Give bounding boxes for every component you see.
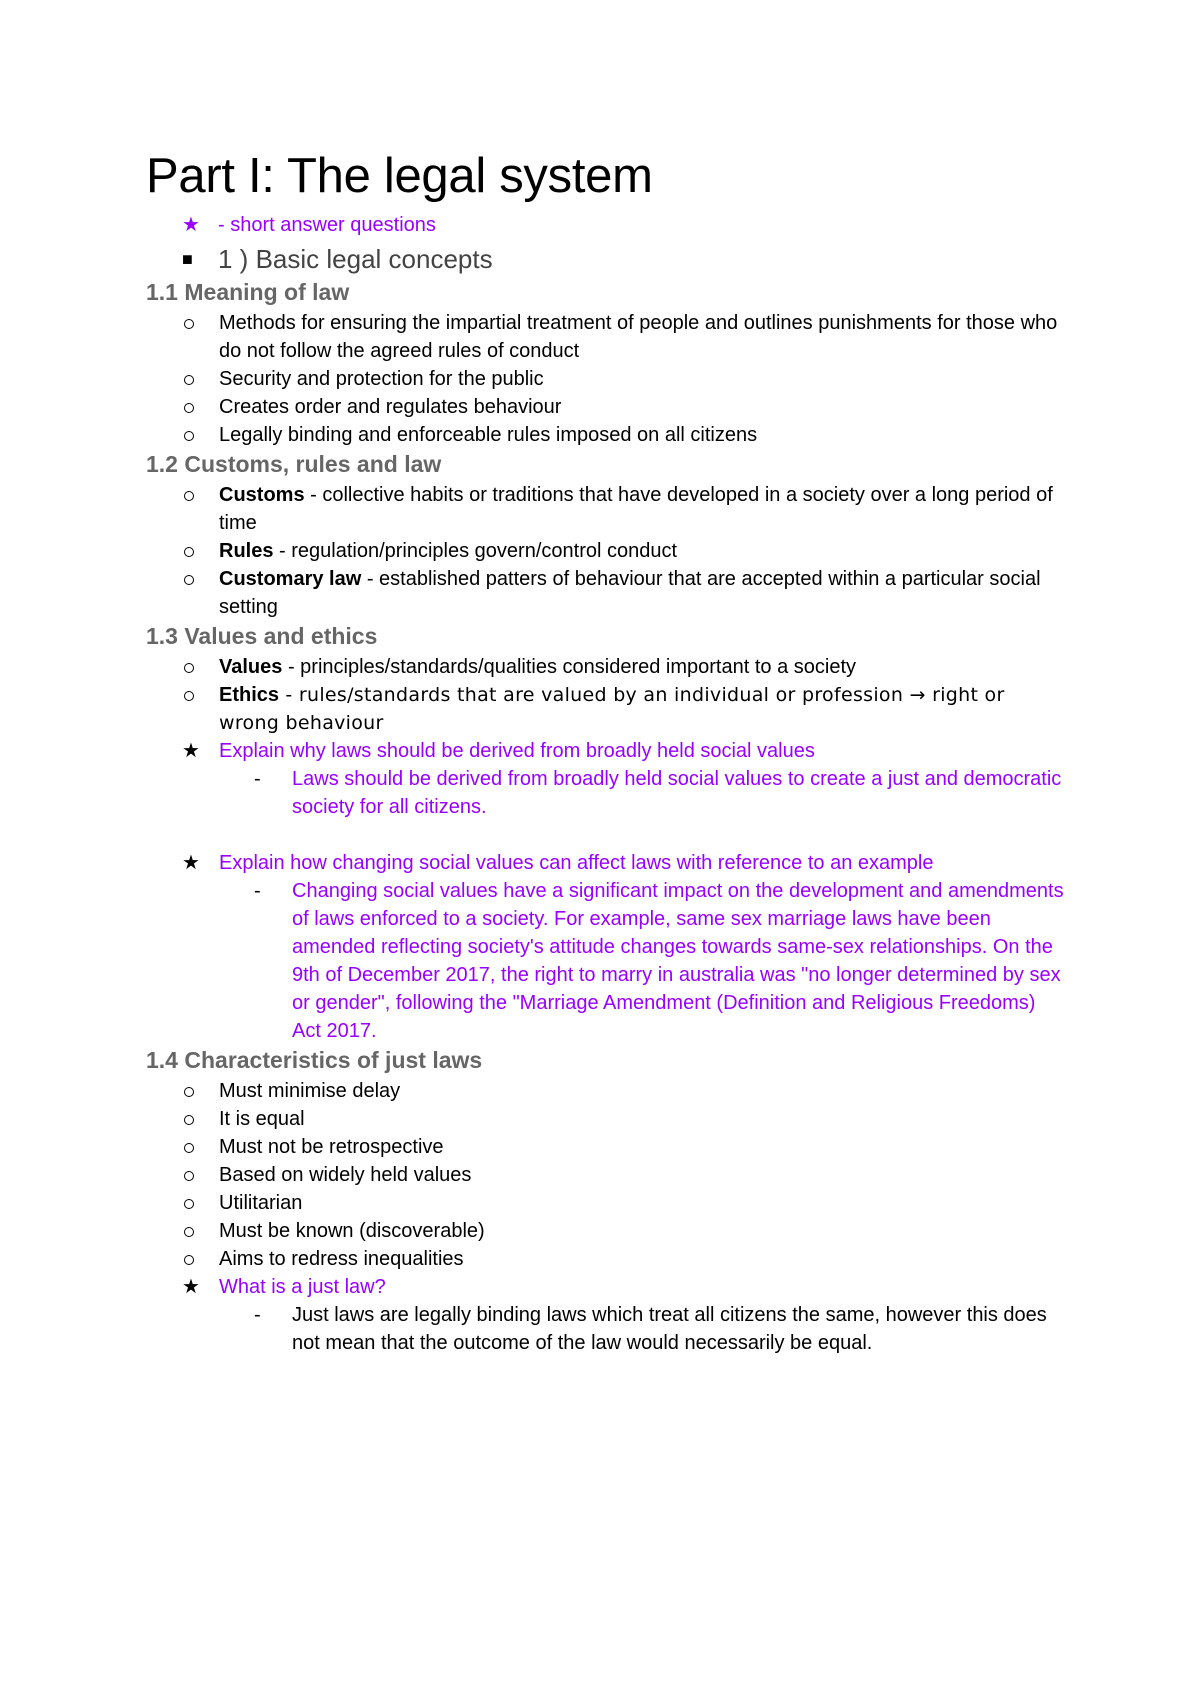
list-item-text: Security and protection for the public — [219, 368, 544, 390]
list-item — [146, 1133, 1066, 1161]
answer-text: Just laws are legally binding laws which treat all citizens the same, however this does not mean that the outcome of the law would necessarily be equal. — [292, 1304, 1047, 1354]
heading-just-laws: 1.4 Characteristics of just laws — [146, 1047, 483, 1073]
document-content — [146, 146, 1066, 1357]
list-item-text: Aims to redress inequalities — [219, 1248, 464, 1270]
list-item — [146, 481, 1066, 537]
answer-text: Laws should be derived from broadly held social values to create a just and democratic society for all citizens. — [292, 768, 1062, 818]
list-item-text: It is equal — [219, 1108, 305, 1130]
answer-item — [146, 877, 1066, 1045]
term: Customary law — [219, 568, 362, 590]
term: Customs — [219, 484, 305, 506]
list-item — [146, 1161, 1066, 1189]
list-item-text: Methods for ensuring the impartial treatment of people and outlines punishments for those who do not follow the agreed rules of conduct — [219, 312, 1058, 362]
list-item — [146, 1189, 1066, 1217]
star-icon: ★ — [182, 1276, 200, 1298]
list-item — [146, 681, 1066, 737]
answer-text: Changing social values have a significant impact on the development and amendments of laws enforced to a society. For example, same sex marriage laws have been amended reflecting society's attitude changes towards same-sex relationships. On the 9th of December 2017, the right to marry in australia was "no longer determined by sex or gender", following the "Marriage Amendment (Definition and Religious Freedoms) Act 2017. — [292, 880, 1064, 1042]
definition: - established patters of behaviour that are accepted within a particular social setting — [219, 568, 1041, 618]
list-item — [146, 1217, 1066, 1245]
question-text: Explain how changing social values can affect laws with reference to an example — [219, 852, 934, 874]
star-icon: ★ — [182, 740, 200, 762]
term: Values — [219, 656, 283, 678]
section-title-text: 1 ) Basic legal concepts — [218, 244, 493, 274]
list-item — [146, 653, 1066, 681]
heading-meaning-of-law: 1.1 Meaning of law — [146, 279, 350, 305]
list-item-text: Utilitarian — [219, 1192, 303, 1214]
square-bullet-icon: ■ — [182, 249, 193, 269]
star-icon: ★ — [182, 214, 200, 236]
list-meaning-of-law — [146, 309, 1066, 449]
answer-item — [146, 765, 1066, 821]
list-item-text: Creates order and regulates behaviour — [219, 396, 562, 418]
list-item-text: Based on widely held values — [219, 1164, 472, 1186]
answer-item — [146, 1301, 1066, 1357]
legend-text: - short answer questions — [218, 214, 436, 236]
heading-customs-rules-law: 1.2 Customs, rules and law — [146, 451, 442, 477]
list-item — [146, 393, 1066, 421]
definition: - regulation/principles govern/control conduct — [273, 540, 678, 562]
list-item-text: Must not be retrospective — [219, 1136, 444, 1158]
list-item-text: Must minimise delay — [219, 1080, 401, 1102]
dash-bullet-icon: - — [254, 768, 261, 790]
list-values-ethics — [146, 653, 1066, 1045]
question-text: Explain why laws should be derived from broadly held social values — [219, 740, 815, 762]
list-item — [146, 1077, 1066, 1105]
heading-values-ethics: 1.3 Values and ethics — [146, 623, 378, 649]
list-item — [146, 309, 1066, 365]
list-item — [146, 565, 1066, 621]
question-text: What is a just law? — [219, 1276, 386, 1298]
legend-line — [146, 211, 1066, 239]
list-item-text: Must be known (discoverable) — [219, 1220, 485, 1242]
definition: - rules/standards that are valued by an individual or profession → right or wrong behaviour — [219, 684, 1005, 734]
list-just-laws — [146, 1077, 1066, 1357]
question-item — [146, 849, 1066, 877]
list-customs-rules-law — [146, 481, 1066, 621]
list-item — [146, 1105, 1066, 1133]
list-item-text: Legally binding and enforceable rules imposed on all citizens — [219, 424, 758, 446]
question-item — [146, 1273, 1066, 1301]
dash-bullet-icon: - — [254, 1304, 261, 1326]
term: Rules — [219, 540, 274, 562]
blank-line — [146, 821, 1066, 849]
list-item — [146, 421, 1066, 449]
list-item — [146, 1245, 1066, 1273]
definition: - principles/standards/qualities considered important to a society — [282, 656, 857, 678]
section-title — [146, 241, 1066, 277]
question-item — [146, 737, 1066, 765]
dash-bullet-icon: - — [254, 880, 261, 902]
term: Ethics — [219, 684, 280, 706]
definition: - collective habits or traditions that have developed in a society over a long period of time — [219, 484, 1053, 534]
star-icon: ★ — [182, 852, 200, 874]
list-item — [146, 537, 1066, 565]
list-item — [146, 365, 1066, 393]
page-title: Part I: The legal system — [146, 149, 653, 203]
